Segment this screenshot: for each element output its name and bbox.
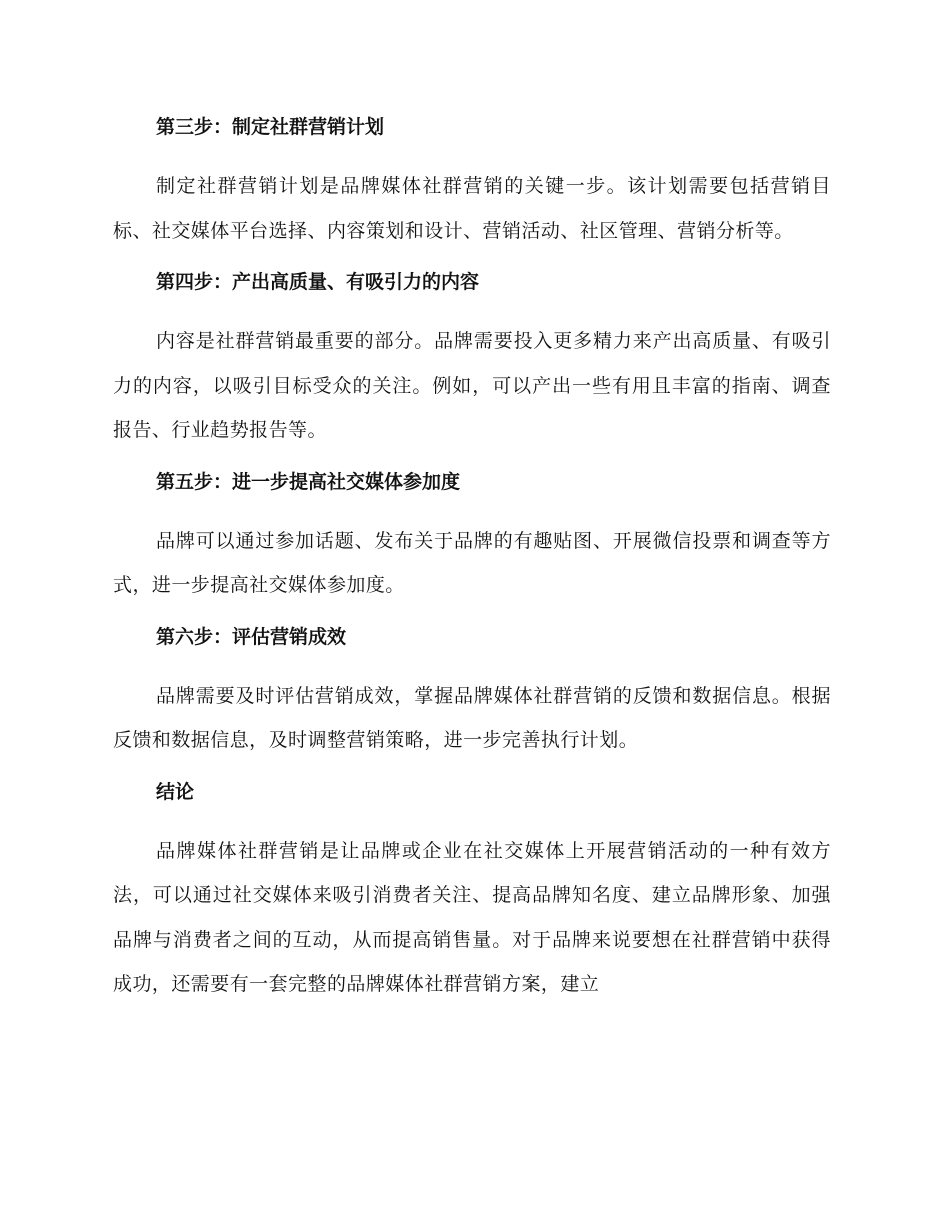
step4-paragraph: 内容是社群营销最重要的部分。品牌需要投入更多精力来产出高质量、有吸引力的内容，以吸引目标受众的关注。例如，可以产出一些有用且丰富的指南、调查报告、行业趋势报告等。: [113, 330, 831, 441]
step5-heading: 第五步：进一步提高社交媒体参加度: [156, 470, 461, 493]
conclusion-paragraph: 品牌媒体社群营销是让品牌或企业在社交媒体上开展营销活动的一种有效方法，可以通过社交媒体来吸引消费者关注、提高品牌知名度、建立品牌形象、加强品牌与消费者之间的互动，从而提高销售量。对于品牌来说要想在社群营销中获得成功，还需要有一套完整的品牌媒体社群营销方案，建立: [113, 839, 831, 995]
step6-paragraph: 品牌需要及时评估营销成效，掌握品牌媒体社群营销的反馈和数据信息。根据反馈和数据信息，及时调整营销策略，进一步完善执行计划。: [113, 684, 831, 751]
step3-paragraph: 制定社群营销计划是品牌媒体社群营销的关键一步。该计划需要包括营销目标、社交媒体平台选择、内容策划和设计、营销活动、社区管理、营销分析等。: [113, 175, 831, 242]
step5-paragraph: 品牌可以通过参加话题、发布关于品牌的有趣贴图、开展微信投票和调查等方式，进一步提高社交媒体参加度。: [113, 529, 831, 596]
conclusion-heading: 结论: [156, 780, 195, 803]
step6-heading: 第六步：评估营销成效: [156, 625, 347, 648]
document-content: [113, 112, 831, 1007]
step3-heading: 第三步：制定社群营销计划: [156, 116, 385, 138]
step4-heading: 第四步：产出高质量、有吸引力的内容: [156, 271, 480, 293]
